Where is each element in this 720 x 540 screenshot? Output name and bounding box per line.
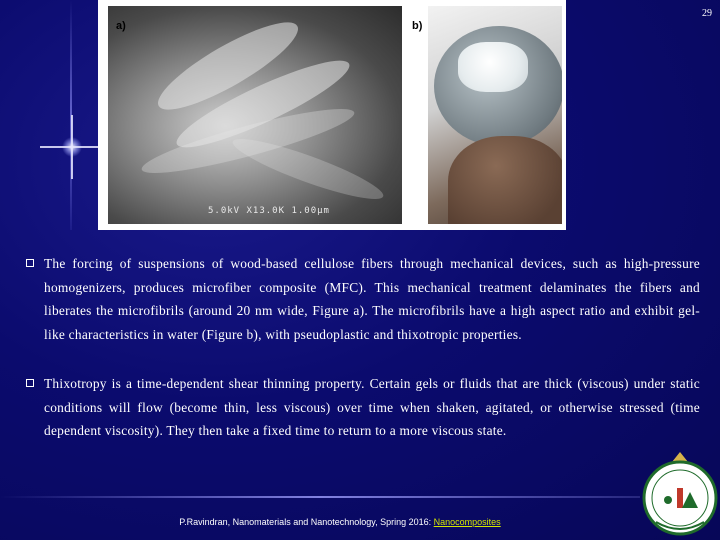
footer <box>0 517 680 527</box>
decorative-horizontal-line <box>0 496 640 498</box>
panel-a-label: a) <box>116 20 126 32</box>
sem-scale-text: 5.0kV X13.0K 1.00µm <box>208 206 330 216</box>
slide-number: 29 <box>702 8 712 19</box>
bullet-text: Thixotropy is a time-dependent shear thinning property. Certain gels or fluids that are thick (viscous) under static conditions will flow (become thin, less viscous) over time when shaken, agitated, or otherwise stressed (time dependent viscosity). They then take a fixed time to return to a more viscous state. <box>44 376 700 438</box>
bullet-square-icon <box>26 259 34 267</box>
university-emblem-icon <box>638 448 720 540</box>
bullet-list <box>26 252 700 443</box>
bullet-item <box>26 252 700 346</box>
bullet-square-icon <box>26 379 34 387</box>
figure <box>98 0 566 230</box>
footer-text: P.Ravindran, Nanomaterials and Nanotechnology, Spring 2016: <box>179 517 434 527</box>
panel-b-label: b) <box>412 20 423 32</box>
sparkle-star-icon <box>40 115 104 179</box>
bullet-text: The forcing of suspensions of wood-based cellulose fibers through mechanical devices, such as high-pressure homogenizers, produces microfiber composite (MFC). This mechanical treatment delaminates the fibers and liberates the microfibrils (around 20 nm wide, Figure a). The microfibrils have a high aspect ratio and exhibit gel-like characteristics in water (Figure b), with pseudoplastic and thixotropic properties. <box>44 256 700 342</box>
gel-photo-image <box>428 6 562 224</box>
footer-link[interactable]: Nanocomposites <box>433 517 501 527</box>
bullet-item <box>26 372 700 443</box>
sem-micrograph-image <box>108 6 402 224</box>
